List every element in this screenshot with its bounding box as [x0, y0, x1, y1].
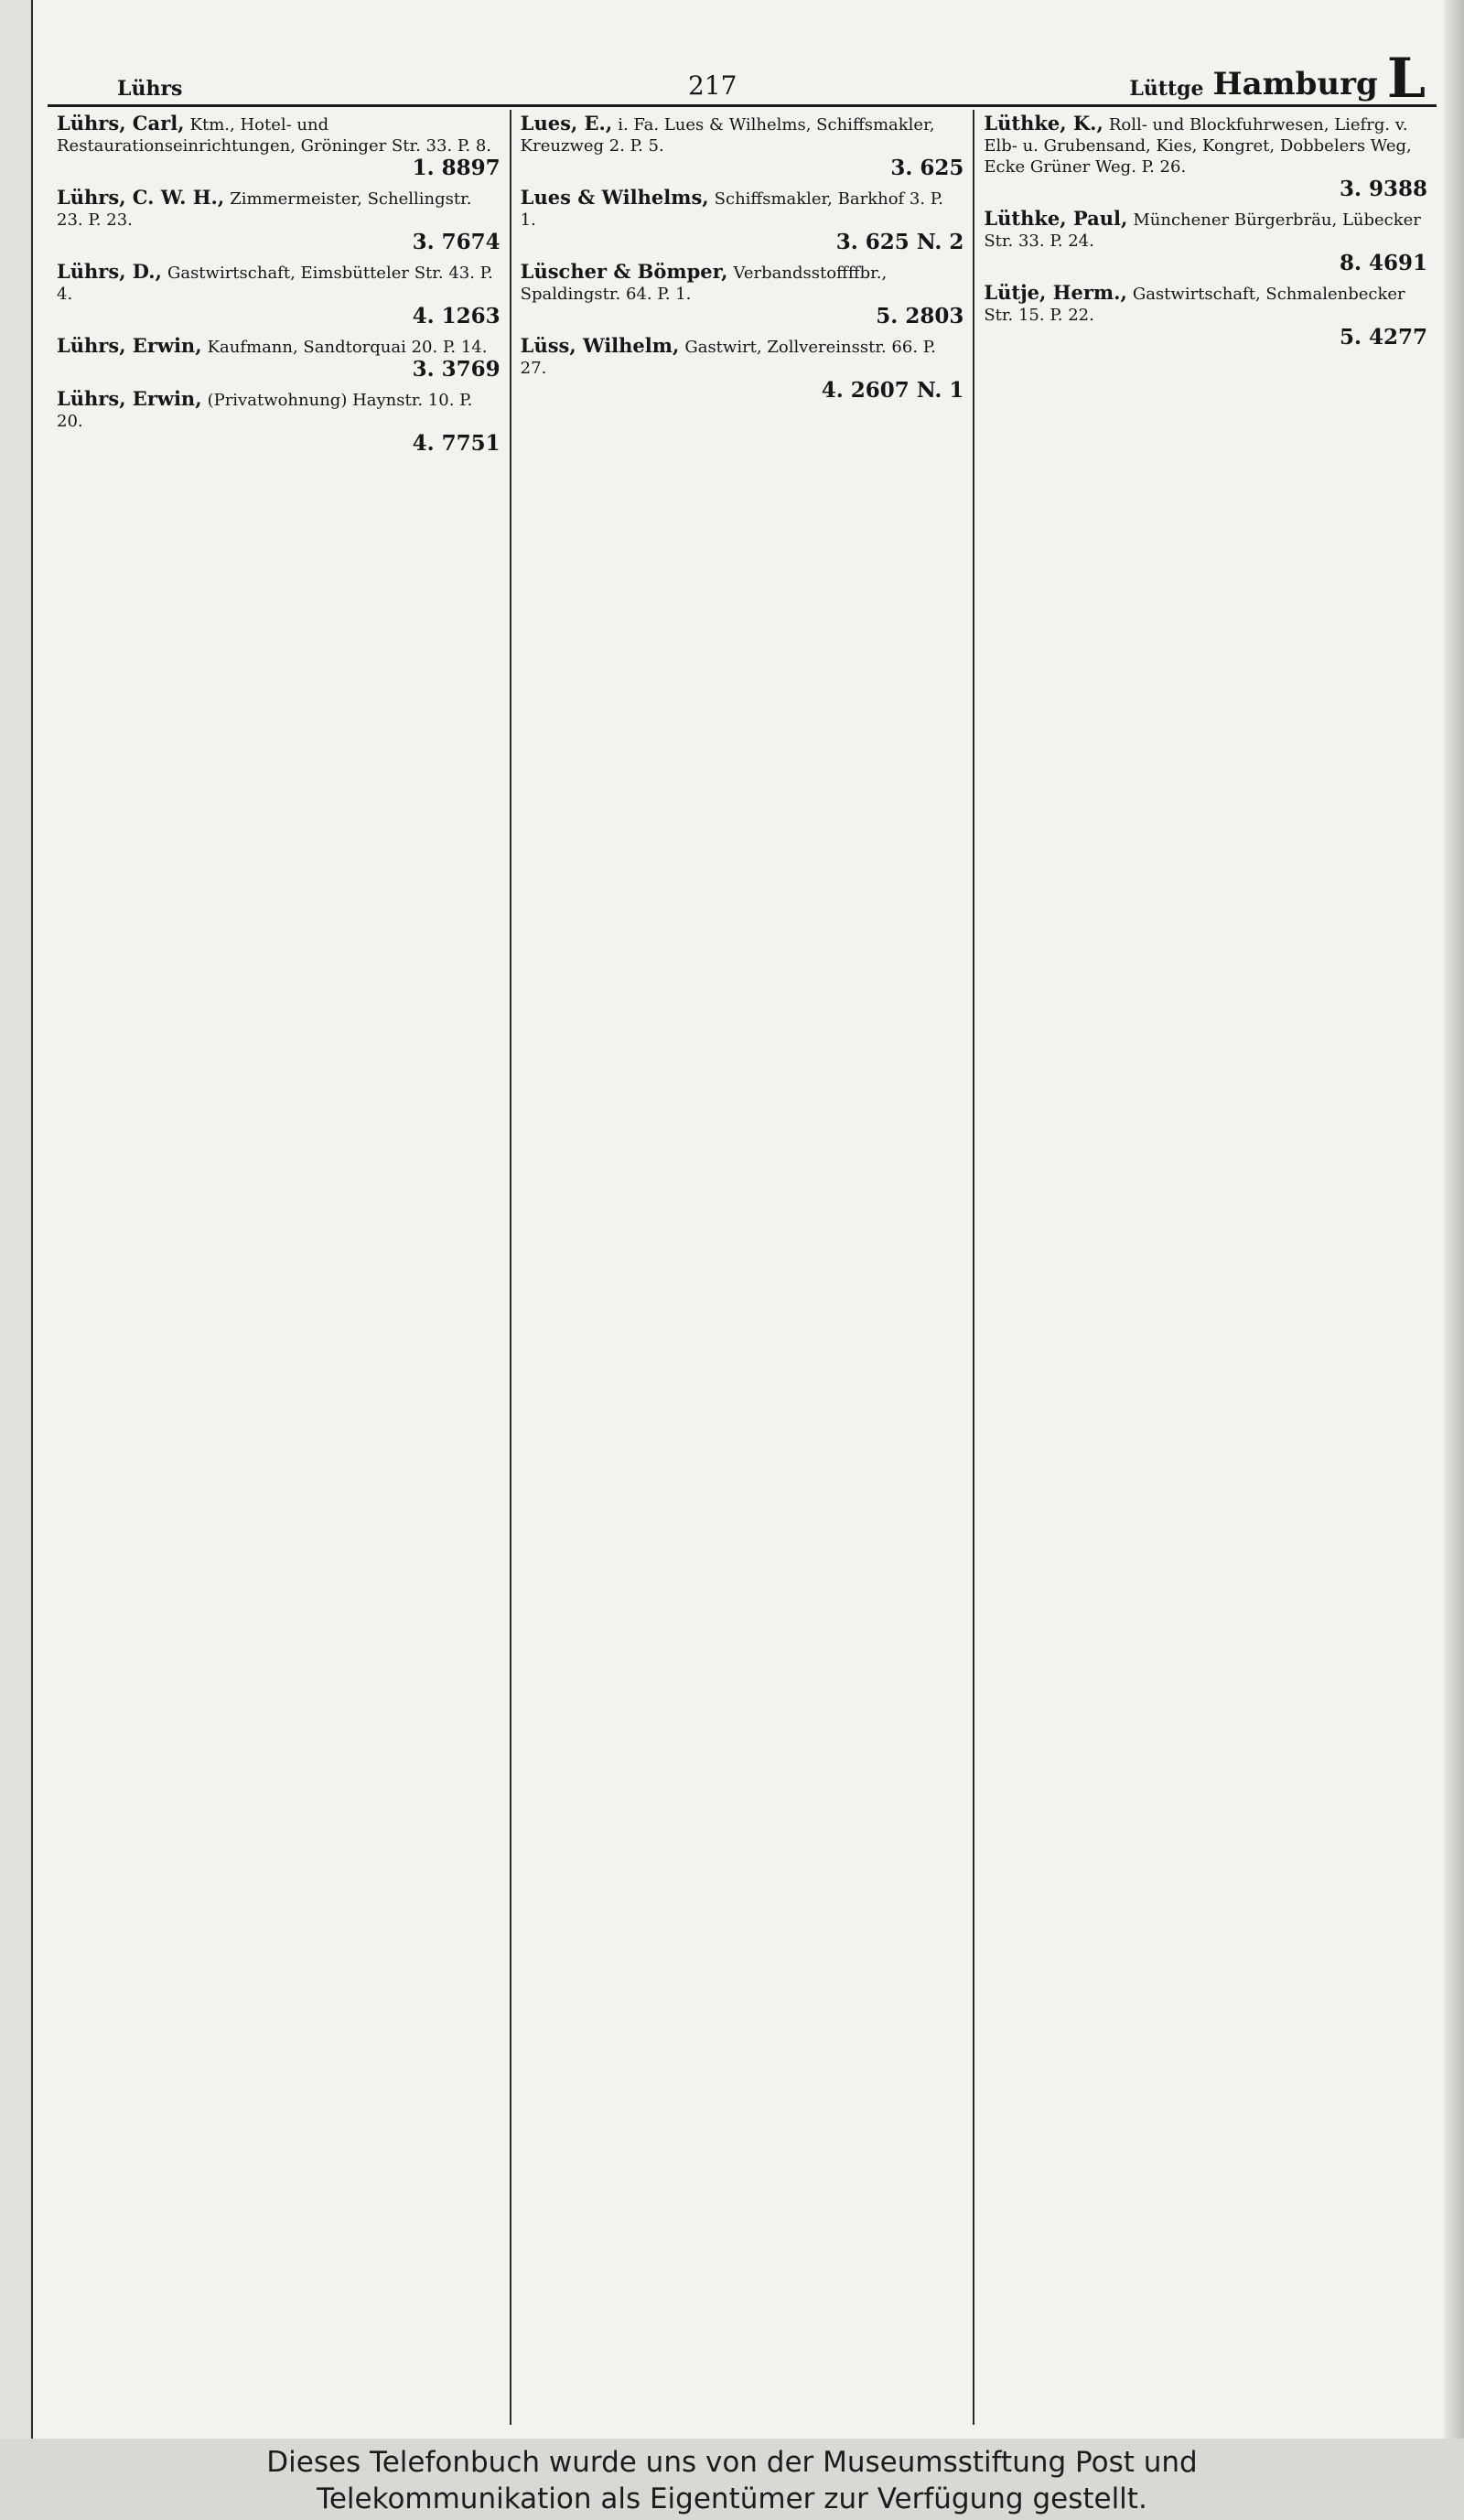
listing-entry: [521, 332, 964, 406]
listing-text: [57, 187, 501, 231]
listing-phone-number: 3. 9388: [1339, 177, 1428, 201]
listing-text: [984, 282, 1427, 326]
header-last-entry: Lüttge: [1129, 77, 1204, 101]
listing-entry: [57, 110, 501, 184]
listing-name: Lührs, Carl,: [57, 112, 185, 135]
listing-entry: [521, 110, 964, 184]
listing-name: Lüscher & Bömper,: [520, 260, 728, 283]
listing-description: Ktm., Hotel- und Restaurationseinrichtungen, Gröninger Str. 33. P. 8.: [57, 115, 491, 156]
listing-name: Lues, E.,: [520, 112, 613, 135]
listing-phone-number: 4. 2607 N. 1: [821, 378, 964, 403]
listing-phone-number: 1. 8897: [412, 156, 501, 180]
listing-entry: [57, 258, 501, 332]
listing-text: [521, 187, 964, 231]
running-header: [48, 47, 1437, 111]
listing-phone-number: 4. 1263: [412, 304, 501, 328]
listing-entry: [984, 279, 1427, 353]
listing-entry: [57, 385, 501, 459]
listing-phone-number: 3. 3769: [412, 357, 501, 382]
listing-text: [984, 208, 1427, 252]
listing-text: [521, 113, 964, 156]
listing-phone-number: 3. 625: [890, 156, 964, 180]
listing-text: [984, 113, 1427, 178]
listing-entry: [57, 332, 501, 385]
page-number: 217: [688, 70, 737, 101]
listing-entry: [521, 184, 964, 258]
header-right-group: [1129, 47, 1426, 111]
listing-phone-number: 3. 7674: [412, 230, 501, 254]
listing-column-2: [510, 110, 974, 2425]
header-first-entry: Lührs: [117, 77, 183, 101]
listing-description: Kaufmann, Sandtorquai 20. P. 14.: [207, 338, 488, 357]
footer-line-1: Dieses Telefonbuch wurde uns von der Museumsstiftung Post und: [266, 2446, 1198, 2479]
listing-name: Lüthke, K.,: [984, 112, 1103, 135]
header-letter: L: [1386, 47, 1426, 111]
listing-name: Lüthke, Paul,: [984, 207, 1128, 230]
footer-line-2: Telekommunikation als Eigentümer zur Verfügung gestellt.: [317, 2482, 1147, 2515]
listing-name: Lührs, D.,: [57, 260, 162, 283]
header-city: Hamburg: [1212, 66, 1378, 102]
listing-description: Verbandsstoffffbr., Spaldingstr. 64. P. 1.: [520, 264, 888, 304]
listing-text: [57, 261, 501, 305]
listing-name: Lues & Wilhelms,: [520, 186, 709, 209]
listing-phone-number: 5. 2803: [876, 304, 964, 328]
listing-description: (Privatwohnung) Haynstr. 10. P. 20.: [57, 391, 473, 431]
listing-name: Lührs, C. W. H.,: [57, 186, 225, 209]
listing-name: Lüss, Wilhelm,: [520, 334, 680, 357]
listing-entry: [984, 205, 1427, 279]
listing-entry: [521, 258, 964, 332]
listing-description: Gastwirtschaft, Eimsbütteler Str. 43. P. 4.: [57, 264, 493, 304]
listing-text: [57, 335, 501, 358]
listing-text: [521, 335, 964, 379]
listing-description: Zimmermeister, Schellingstr. 23. P. 23.: [57, 189, 472, 230]
listing-name: Lütje, Herm.,: [984, 281, 1127, 304]
listing-name: Lührs, Erwin,: [57, 334, 202, 357]
adjacent-page-edge: [0, 0, 33, 2439]
listing-text: [57, 113, 501, 156]
listing-description: Roll- und Blockfuhrwesen, Liefrg. v. Elb- u. Grubensand, Kies, Kongret, Dobbelers Weg, Ecke Grüner Weg. P. 26.: [984, 115, 1412, 177]
listing-phone-number: 3. 625 N. 2: [835, 230, 964, 254]
listing-phone-number: 5. 4277: [1339, 325, 1428, 350]
listing-phone-number: 4. 7751: [412, 431, 501, 456]
listing-name: Lührs, Erwin,: [57, 387, 202, 410]
listing-entry: [57, 184, 501, 258]
listing-text: [521, 261, 964, 305]
listing-column-3: [973, 110, 1437, 2425]
listing-phone-number: 8. 4691: [1339, 251, 1428, 275]
listing-description: i. Fa. Lues & Wilhelms, Schiffsmakler, Kreuzweg 2. P. 5.: [520, 115, 935, 156]
listing-description: Gastwirtschaft, Schmalenbecker Str. 15. P. 22.: [984, 285, 1405, 325]
listing-columns: [48, 110, 1437, 2425]
listing-text: [57, 388, 501, 432]
listing-entry: [984, 110, 1427, 205]
listing-description: Gastwirt, Zollvereinsstr. 66. P. 27.: [520, 338, 936, 378]
listing-column-1: [48, 110, 510, 2425]
page-curl-edge: [1444, 0, 1464, 2439]
listing-description: Schiffsmakler, Barkhof 3. P. 1.: [520, 189, 943, 230]
listing-description: Münchener Bürgerbräu, Lübecker Str. 33. P. 24.: [984, 210, 1421, 251]
donation-footer: [0, 2439, 1464, 2520]
